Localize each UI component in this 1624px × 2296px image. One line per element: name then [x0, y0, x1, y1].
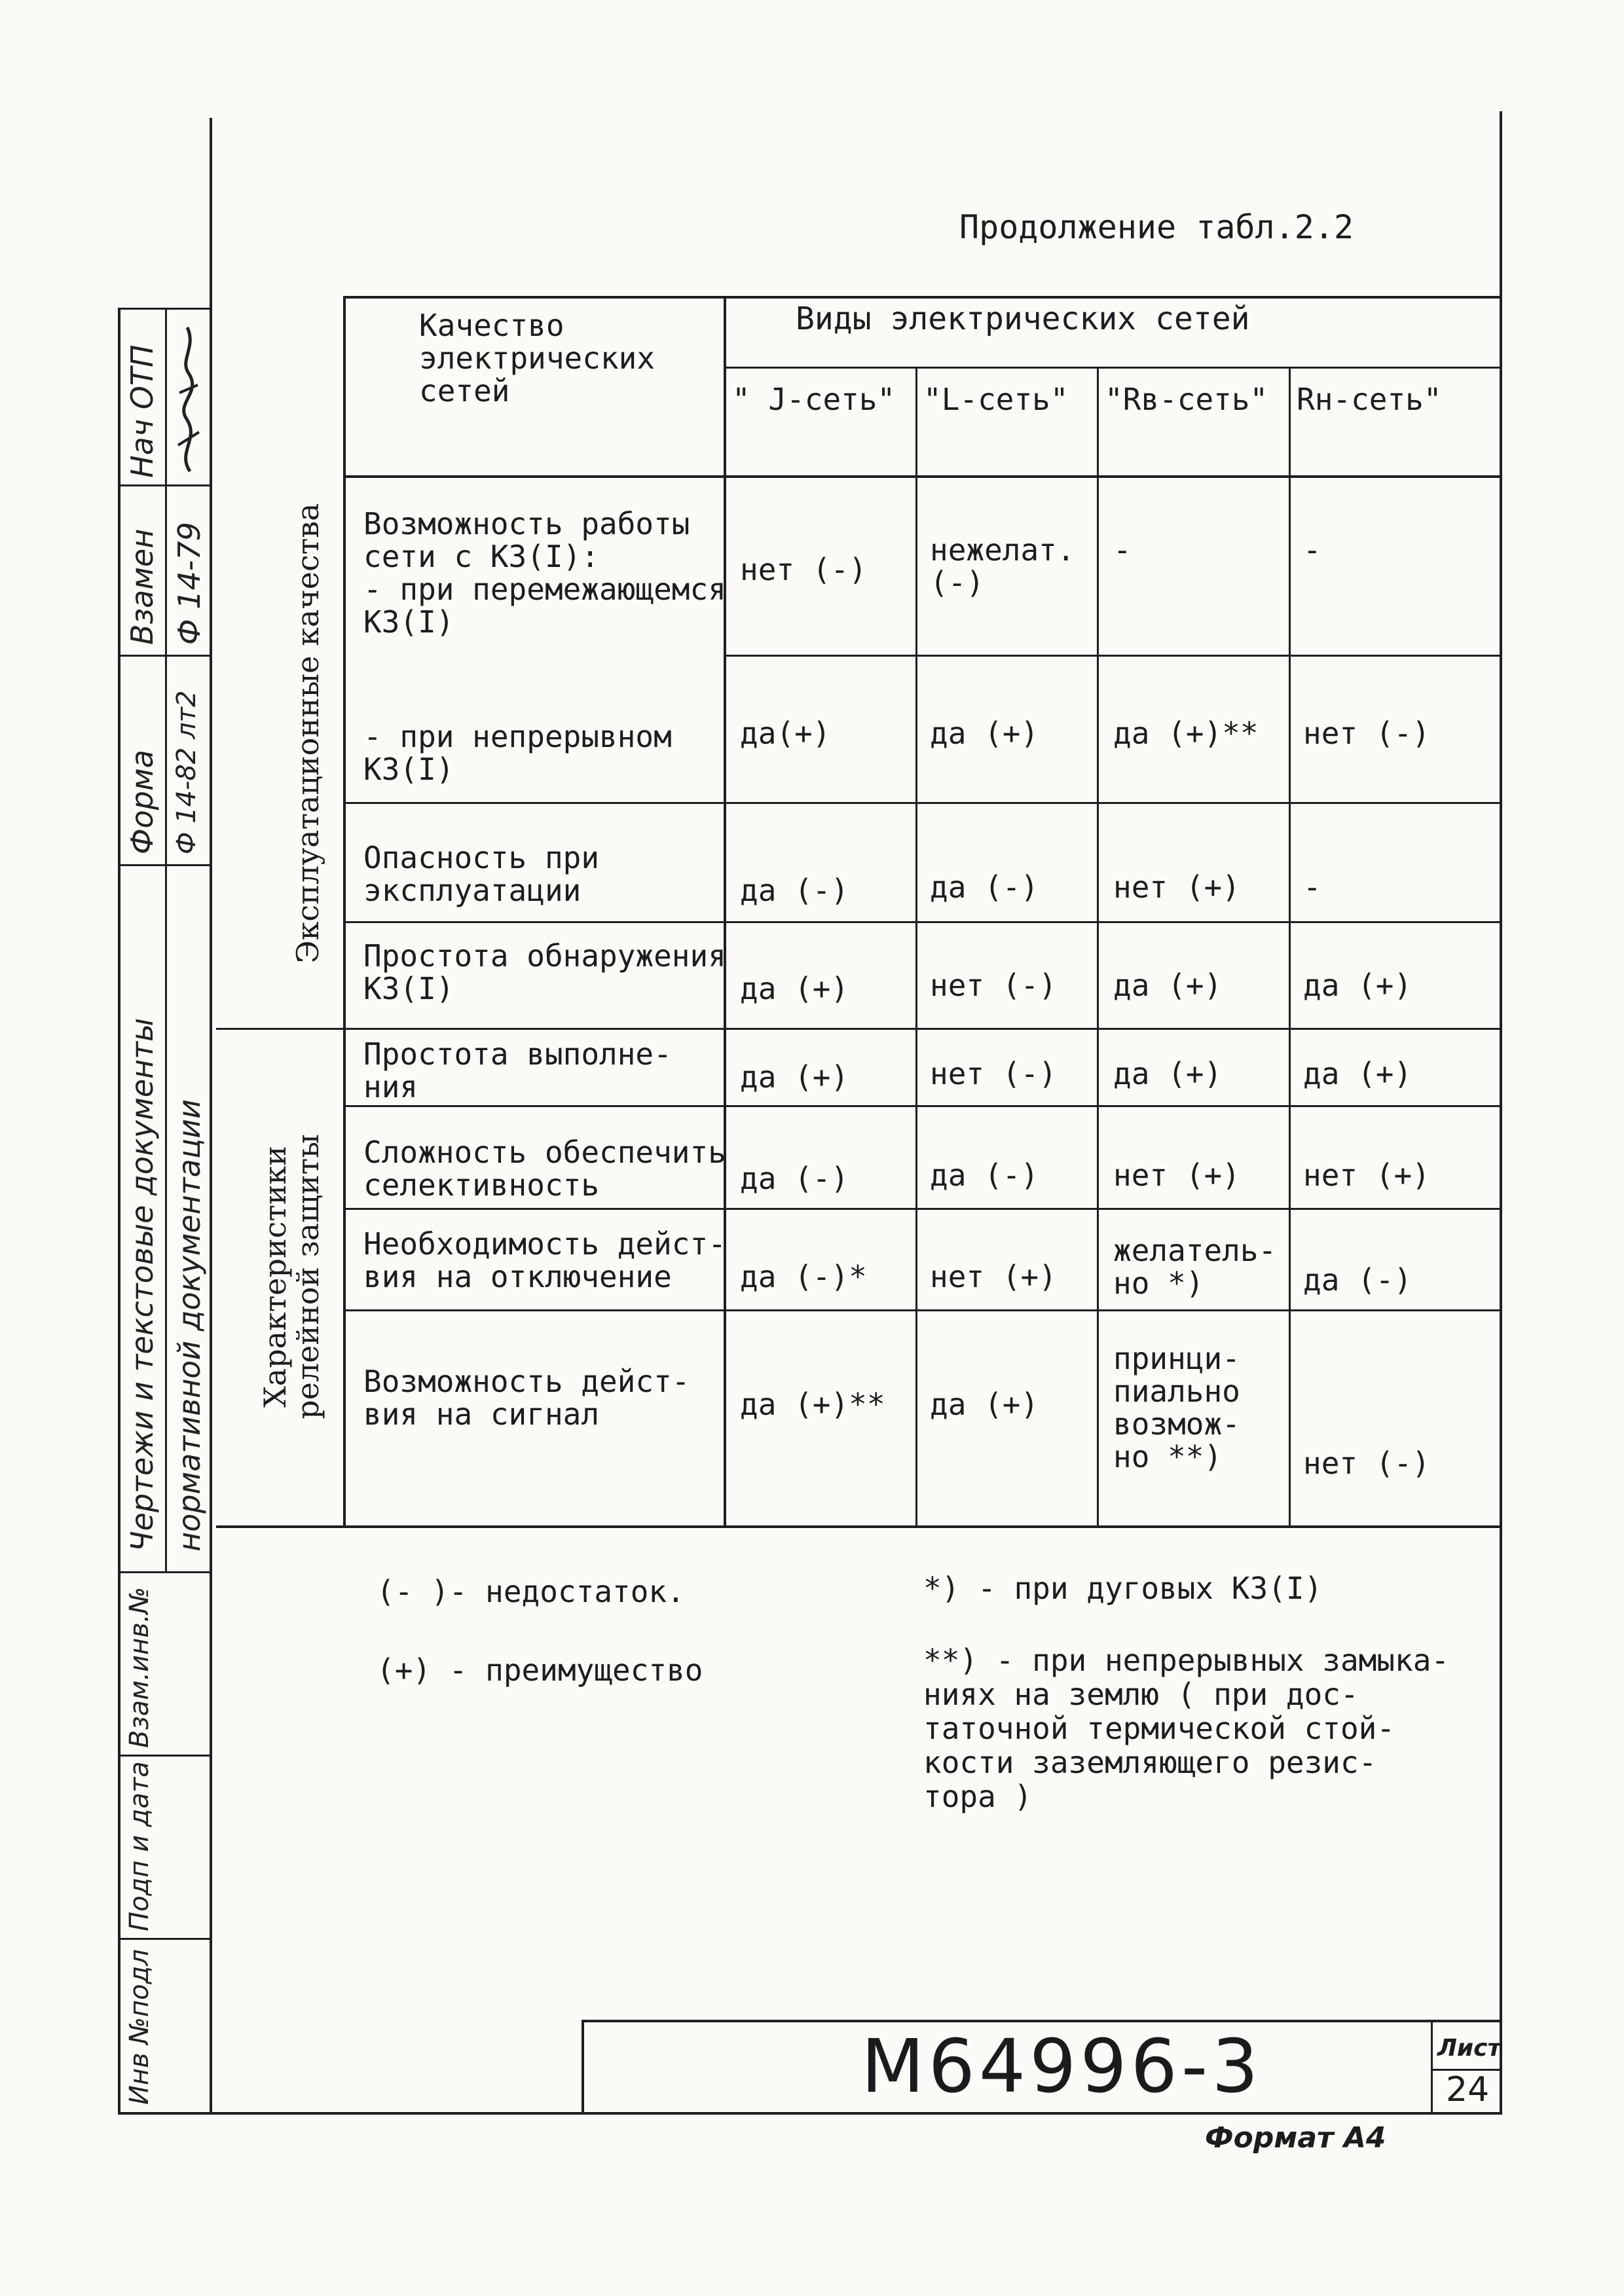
table-cell: нежелат. (-)	[930, 532, 1075, 600]
stamp-nach-otp: Нач ОТП	[124, 344, 160, 478]
row-line	[724, 655, 1500, 657]
header-split-line	[724, 367, 1500, 369]
table-cell: да (+)	[1303, 968, 1412, 1003]
stamp-divider	[118, 308, 212, 310]
stamp-drawings-line1: Чертежи и текстовые документы	[124, 1017, 160, 1552]
stamp-vzamen-value: Ф 14-79	[172, 522, 207, 645]
table-cell: принци- пиально возмож- но **)	[1113, 1341, 1240, 1474]
table-top-line	[344, 296, 1500, 299]
category-relay-protection: Характеристики релейной защиты	[257, 1134, 325, 1419]
row-line	[344, 802, 1500, 804]
table-cell: да (+)	[1113, 968, 1223, 1003]
table-cell: да (+)	[740, 1059, 849, 1095]
frame-right-line	[1500, 111, 1502, 2115]
sheet-cell-line	[1431, 2020, 1433, 2115]
stamp-vzam-inv: Взам.инв.№	[124, 1586, 155, 1748]
row-line	[344, 1105, 1500, 1107]
header-quality: Качество электрических сетей	[419, 308, 655, 409]
column-j-network: " J-сеть"	[732, 382, 896, 417]
stamp-mid-line	[165, 308, 167, 1571]
stamp-divider	[118, 1938, 212, 1940]
stamp-drawings-line2: нормативной документации	[172, 1099, 207, 1552]
title-block-top-line	[581, 2020, 1502, 2022]
table-cell: нет (-)	[930, 1056, 1057, 1091]
table-cell: нет (-)	[1303, 716, 1430, 751]
stamp-divider	[118, 864, 212, 866]
category-operational: Эксплуатационные качества	[290, 503, 325, 964]
sheet-label: Лист	[1437, 2035, 1502, 2062]
header-bottom-line	[344, 475, 1500, 478]
table-cell: да (+)**	[740, 1387, 885, 1422]
continuation-caption: Продолжение табл.2.2	[959, 208, 1354, 246]
row-line	[344, 1208, 1500, 1210]
label-col-line	[343, 296, 346, 1527]
table-cell: да (-)*	[740, 1259, 867, 1294]
table-cell: да(+)	[740, 716, 831, 751]
title-block-left-line	[581, 2020, 584, 2115]
table-cell: нет (+)	[1113, 869, 1240, 905]
table-cell: да (-)	[930, 1157, 1039, 1193]
note-double-star: **) - при непрерывных замыка- ниях на землю ( при дос- таточной термической стой- кости заземляющего резис- тора )	[923, 1643, 1450, 1814]
stamp-vzamen: Взамен	[124, 528, 160, 645]
row-line	[344, 1309, 1500, 1311]
table-cell: да (+)**	[1113, 716, 1259, 751]
table-cell: да (-)	[930, 869, 1039, 905]
table-cell: да (-)	[740, 873, 849, 908]
table-cell: нет (-)	[930, 968, 1057, 1003]
row-label: - при непрерывном К3(I)	[363, 719, 672, 787]
stamp-forma-value: Ф 14-82 лт2	[172, 690, 202, 854]
table-cell: да (+)	[740, 971, 849, 1006]
table-cell: да (-)	[1303, 1262, 1412, 1298]
row-label: Сложность обеспечить селективность	[363, 1135, 726, 1203]
table-cell: да (-)	[740, 1161, 849, 1196]
frame-left-line	[210, 118, 212, 2115]
column-l-network: "L-сеть"	[923, 382, 1069, 417]
table-cell: нет (+)	[930, 1259, 1057, 1294]
frame-bottom-line	[118, 2112, 1502, 2115]
table-cell: нет (+)	[1303, 1157, 1430, 1193]
row-line	[344, 921, 1500, 923]
row-label: Необходимость дейст- вия на отключение	[363, 1226, 726, 1294]
stamp-divider	[118, 655, 212, 657]
table-cell: да (+)	[930, 1387, 1039, 1422]
row-label: Простота обнаружения К3(I)	[363, 938, 726, 1006]
format-label: Формат А4	[1205, 2121, 1386, 2155]
col-line	[915, 367, 917, 1527]
column-rn-network: Rн-сеть"	[1297, 382, 1442, 417]
document-code: М64996-3	[861, 2024, 1263, 2109]
table-cell: -	[1303, 532, 1321, 568]
column-rv-network: "Rв-сеть"	[1105, 382, 1268, 417]
col-line	[1097, 367, 1099, 1527]
stamp-podp-data: Подп и дата	[124, 1761, 155, 1931]
table-cell: -	[1303, 869, 1321, 905]
stamp-inv-podl: Инв №подл	[124, 1949, 155, 2105]
table-cell: да (+)	[930, 716, 1039, 751]
sheet-number: 24	[1446, 2070, 1490, 2109]
stamp-divider	[118, 484, 212, 486]
row-label: Простота выполне- ния	[363, 1036, 672, 1104]
table-cell: да (+)	[1113, 1056, 1223, 1091]
table-bottom-line	[216, 1525, 1500, 1528]
stamp-outer-line	[118, 308, 120, 2115]
table-cell: нет (-)	[740, 552, 867, 587]
row-label: Возможность работы сети с К3(I): - при перемежающемся К3(I)	[363, 506, 726, 640]
stamp-forma: Форма	[124, 750, 160, 854]
col-line	[724, 296, 726, 1527]
stamp-divider	[118, 1755, 212, 1757]
row-label: Опасность при эксплуатации	[363, 840, 600, 908]
header-network-types: Виды электрических сетей	[796, 301, 1250, 337]
signature-icon	[170, 314, 207, 478]
table-cell: нет (+)	[1113, 1157, 1240, 1193]
row-label: Возможность дейст- вия на сигнал	[363, 1364, 690, 1432]
table-cell: -	[1113, 532, 1132, 568]
note-star: *) - при дуговых К3(I)	[923, 1571, 1323, 1606]
row-line	[216, 1028, 1500, 1030]
stamp-divider	[118, 1571, 212, 1573]
table-cell: да (+)	[1303, 1056, 1412, 1091]
table-cell: желатель- но *)	[1113, 1233, 1277, 1301]
col-line	[1289, 367, 1291, 1527]
table-cell: нет (-)	[1303, 1446, 1430, 1481]
note-minus: (- )- недостаток.	[377, 1574, 685, 1609]
note-plus: (+) - преимущество	[377, 1652, 703, 1688]
